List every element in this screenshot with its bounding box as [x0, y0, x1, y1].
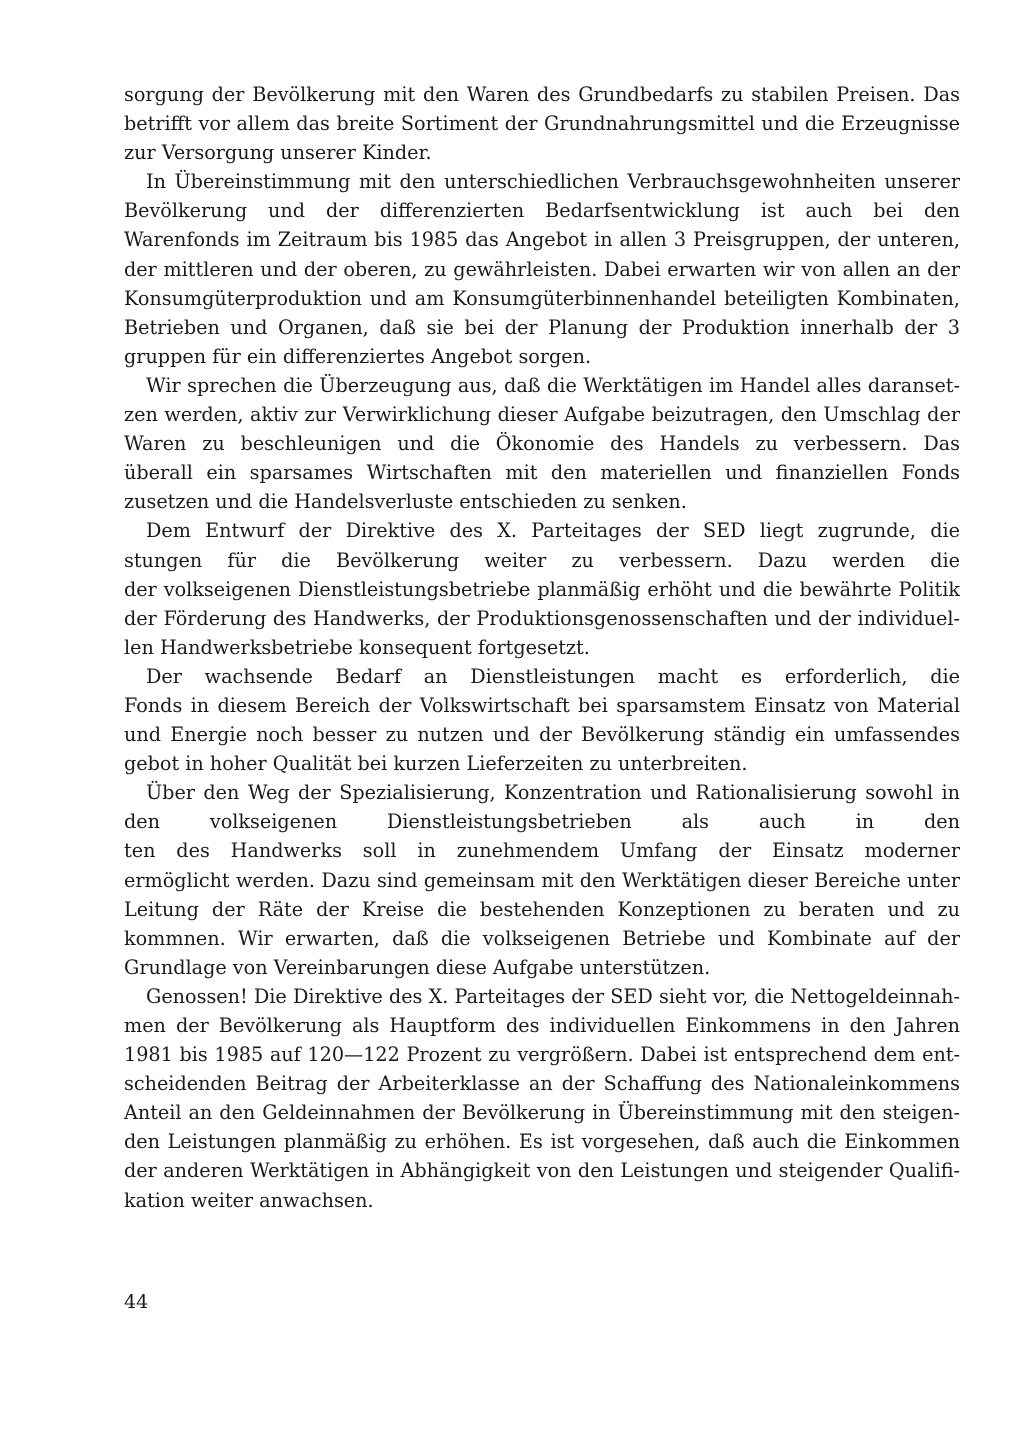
text-line: Der wachsende Bedarf an Dienstleistungen macht es erforderlich, die [146, 664, 960, 688]
text-line: gebot in hoher Qualität bei kurzen Lieferzeiten zu unterbreiten. [124, 752, 748, 776]
paragraph [124, 662, 960, 778]
text-line: In Übereinstimmung mit den unterschiedlichen Verbrauchsgewohnheiten unserer [146, 170, 960, 194]
text-line: überall ein sparsames Wirtschaften mit den materiellen und finanziellen Fonds [124, 461, 960, 485]
text-line: Waren zu beschleunigen und die Ökonomie des Handels zu verbessern. Das [124, 432, 960, 456]
text-line: 1981 bis 1985 auf 120—122 Prozent zu vergrößern. Dabei ist entsprechend dem ent- [124, 1043, 960, 1067]
page-number: 44 [124, 1291, 149, 1313]
text-line: sorgung der Bevölkerung mit den Waren des Grundbedarfs zu stabilen Preisen. Das [124, 83, 960, 106]
text-line: Dem Entwurf der Direktive des X. Parteitages der SED liegt zugrunde, die [146, 519, 960, 543]
text-line: Anteil an den Geldeinnahmen der Bevölkerung in Übereinstimmung mit den steigen- [124, 1101, 960, 1125]
text-line: Wir sprechen die Überzeugung aus, daß die Werktätigen im Handel alles daranset- [146, 373, 960, 397]
text-line: der volkseigenen Dienstleistungsbetriebe planmäßig erhöht und die bewährte Politik [124, 577, 960, 601]
paragraph [124, 778, 960, 982]
text-line: kation weiter anwachsen. [124, 1188, 374, 1212]
text-line: Leitung der Räte der Kreise die bestehenden Konzeptionen zu beraten und zu [124, 897, 960, 921]
text-line: Grundlage von Vereinbarungen diese Aufgabe unterstützen. [124, 955, 711, 979]
text-line: gruppen für ein differenziertes Angebot sorgen. [124, 344, 592, 368]
text-line: zusetzen und die Handelsverluste entschieden zu senken. [124, 490, 687, 514]
text-line: len Handwerksbetriebe konsequent fortgesetzt. [124, 635, 590, 659]
text-line: stungen für die Bevölkerung weiter zu verbessern. Dazu werden die [124, 548, 960, 572]
text-line: Fonds in diesem Bereich der Volkswirtschaft bei sparsamstem Einsatz von Material [124, 693, 960, 717]
text-line: zur Versorgung unserer Kinder. [124, 141, 432, 165]
paragraph [124, 167, 960, 371]
text-line: Warenfonds im Zeitraum bis 1985 das Angebot in allen 3 Preisgruppen, der unteren, [124, 228, 960, 252]
text-line: Über den Weg der Spezialisierung, Konzentration und Rationalisierung sowohl in [146, 781, 960, 805]
text-line: Genossen! Die Direktive des X. Parteitages der SED sieht vor, die Nettogeldeinnah- [146, 984, 960, 1008]
text-line: kommnen. Wir erwarten, daß die volkseigenen Betriebe und Kombinate auf der [124, 926, 960, 950]
text-line: zen werden, aktiv zur Verwirklichung dieser Aufgabe beizutragen, den Umschlag der [124, 403, 960, 427]
text-line: Konsumgüterproduktion und am Konsumgüterbinnenhandel beteiligten Kombinaten, [124, 286, 960, 310]
paragraph [124, 982, 960, 1215]
text-line: der mittleren und der oberen, zu gewährleisten. Dabei erwarten wir von allen an der [124, 257, 960, 281]
text-line: men der Bevölkerung als Hauptform des individuellen Einkommens in den Jahren [124, 1014, 960, 1037]
text-line: scheidenden Beitrag der Arbeiterklasse an der Schaffung des Nationaleinkommens [124, 1072, 960, 1096]
text-line: der Förderung des Handwerks, der Produktionsgenossenschaften und der individuel- [124, 606, 960, 630]
text-line: Bevölkerung und der differenzierten Bedarfsentwicklung ist auch bei den [124, 199, 960, 223]
text-line: den volkseigenen Dienstleistungsbetrieben als auch in den [124, 810, 960, 834]
text-line: der anderen Werktätigen in Abhängigkeit von den Leistungen und steigender Qualifi- [124, 1159, 960, 1183]
text-line: den Leistungen planmäßig zu erhöhen. Es ist vorgesehen, daß auch die Einkommen [124, 1130, 960, 1154]
paragraph [124, 516, 960, 661]
text-line: Betrieben und Organen, daß sie bei der Planung der Produktion innerhalb der 3 [124, 315, 960, 339]
text-line: ten des Handwerks soll in zunehmendem Umfang der Einsatz moderner [124, 839, 960, 863]
body-text [124, 80, 960, 1215]
paragraph [124, 371, 960, 516]
text-line: betrifft vor allem das breite Sortiment der Grundnahrungsmittel und die Erzeugnisse [124, 112, 960, 136]
text-line: ermöglicht werden. Dazu sind gemeinsam mit den Werktätigen dieser Bereiche unter [124, 868, 960, 892]
paragraph [124, 80, 960, 167]
text-line: und Energie noch besser zu nutzen und der Bevölkerung ständig ein umfassendes [124, 723, 960, 747]
